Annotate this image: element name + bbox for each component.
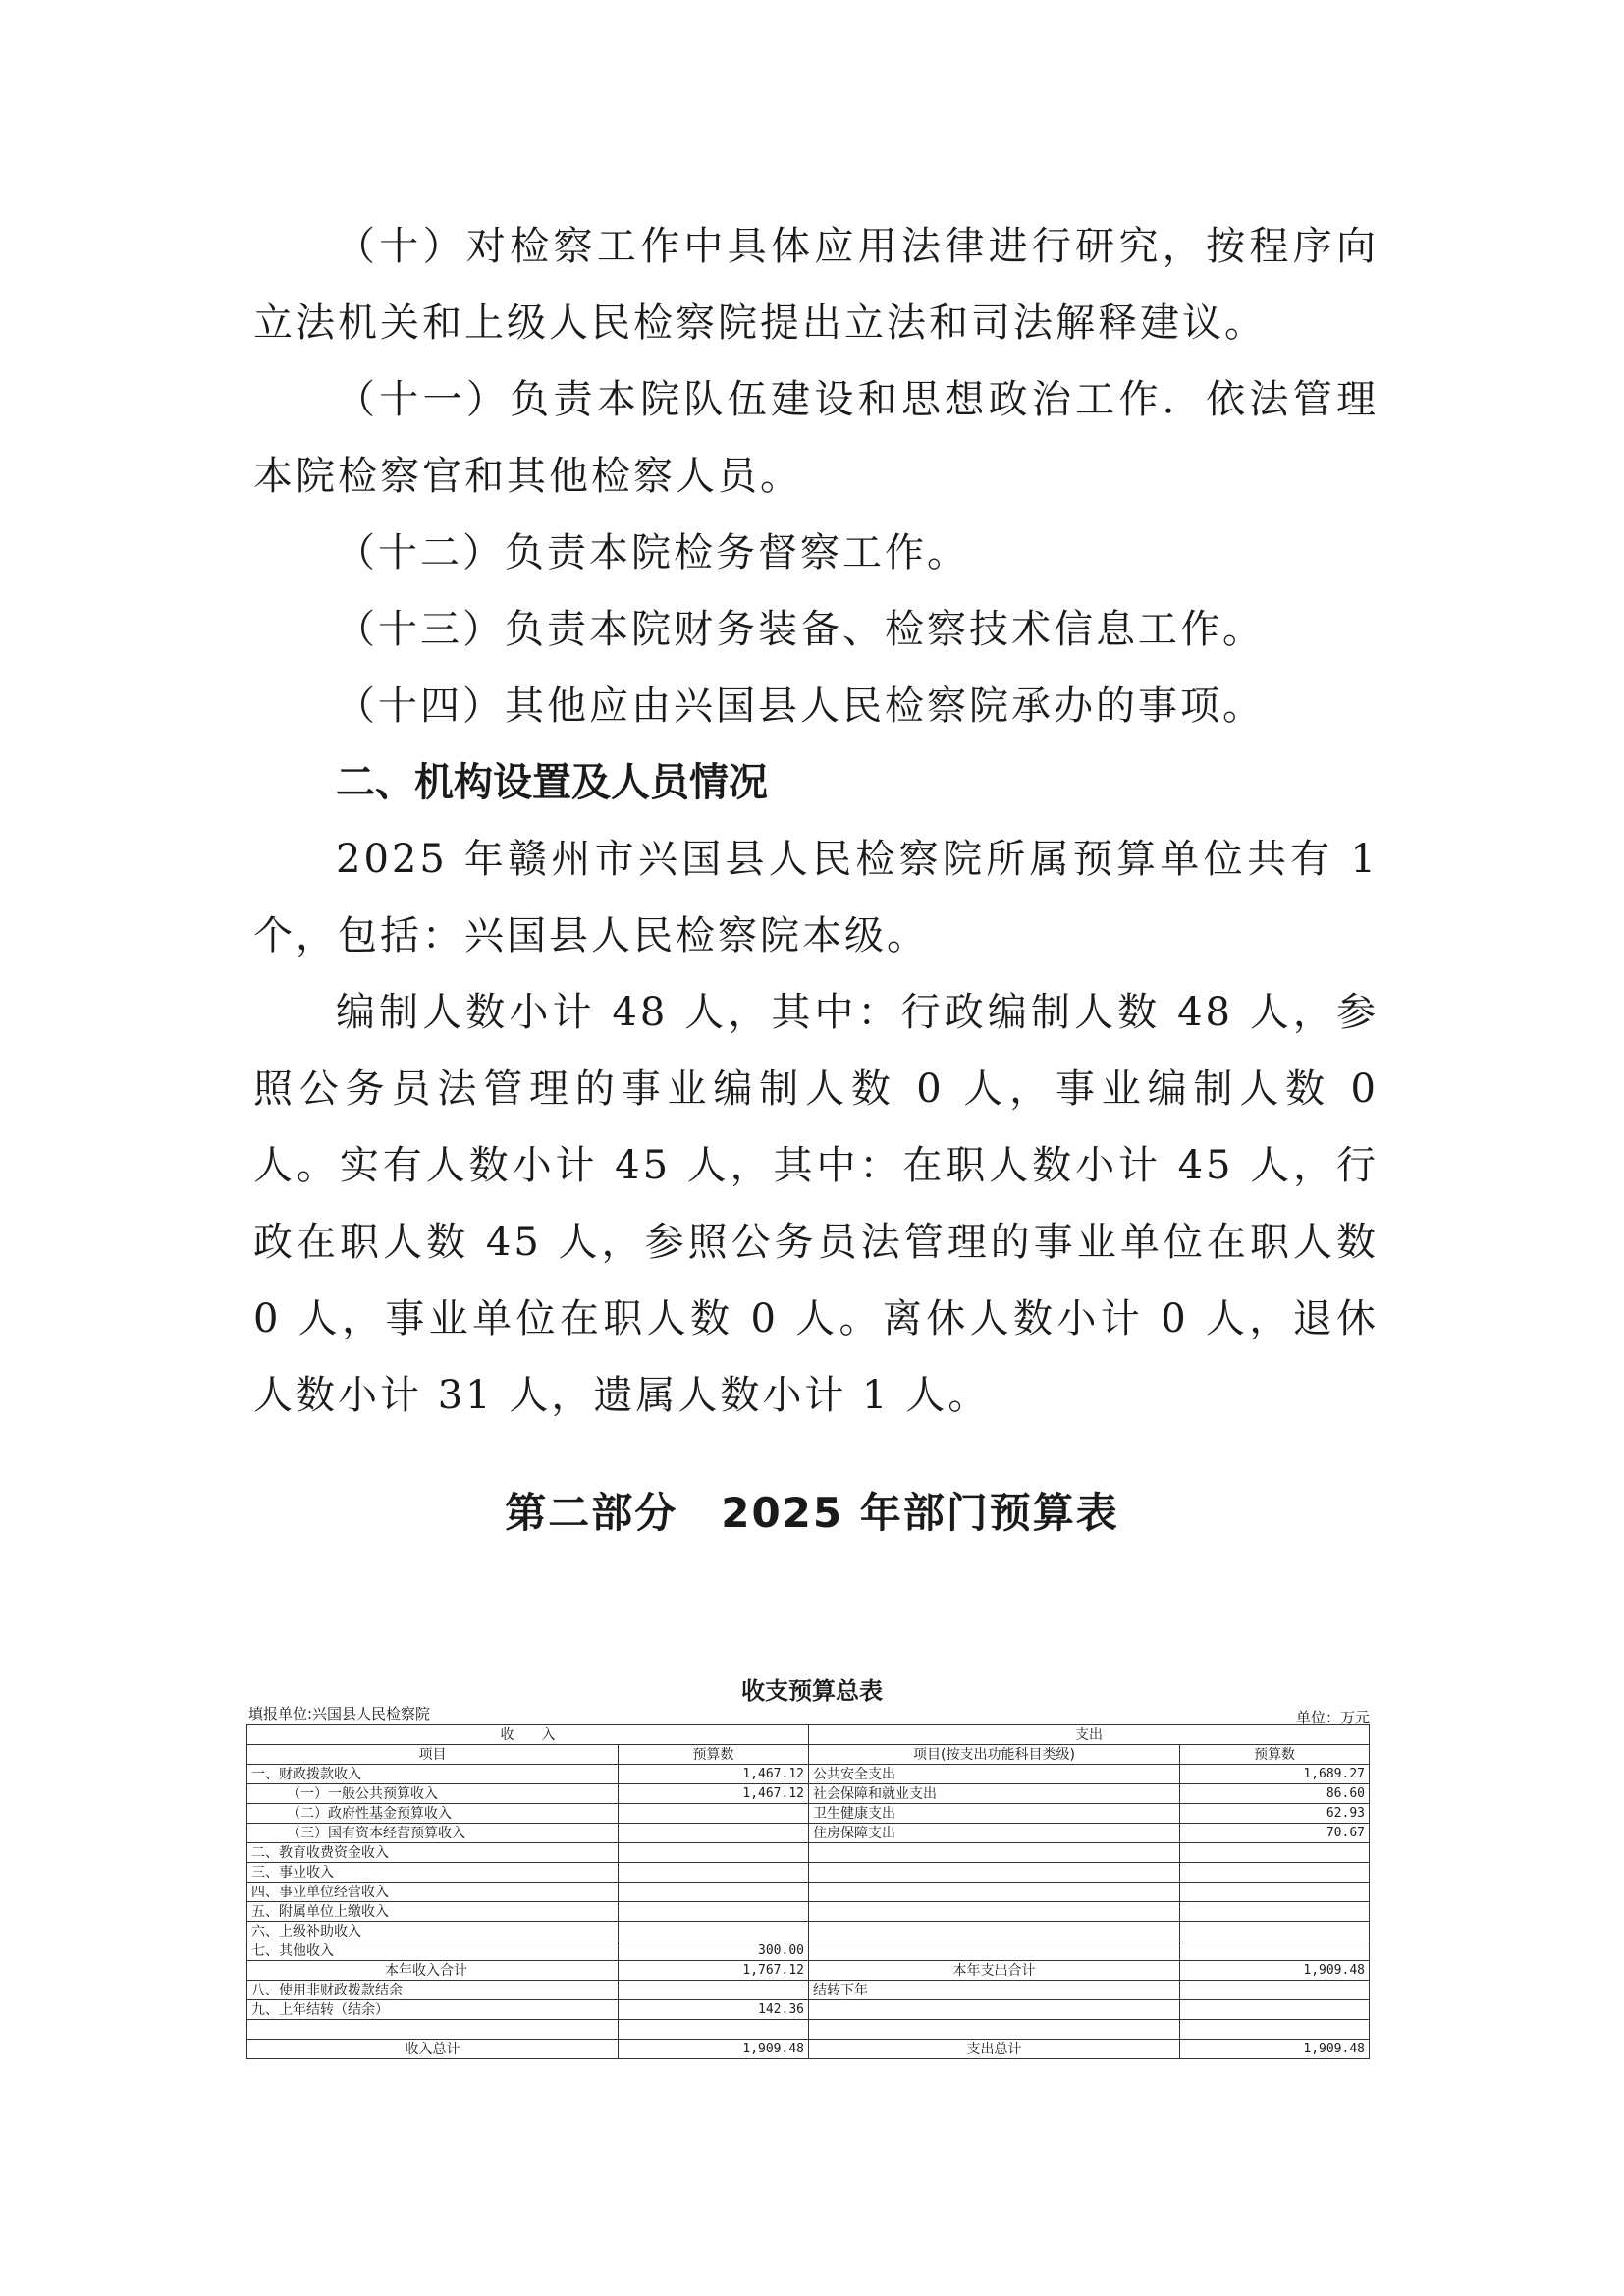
income-value: 300.00 (619, 1941, 809, 1961)
expense-value: 1,689.27 (1180, 1765, 1370, 1784)
total-expense-value: 1,909.48 (1180, 2040, 1370, 2059)
budget-summary-table (246, 1724, 1370, 2059)
income-value (619, 1922, 809, 1941)
carry-forward-value (1180, 1981, 1370, 2000)
expense-item (809, 1883, 1180, 1902)
income-item: （二）政府性基金预算收入 (247, 1804, 619, 1824)
expense-item (809, 2000, 1180, 2020)
expense-value (1180, 1843, 1370, 1863)
table-row (247, 1902, 1370, 1922)
expense-item: 卫生健康支出 (809, 1804, 1180, 1824)
expense-item (809, 1941, 1180, 1961)
table-row (247, 1883, 1370, 1902)
table-row (247, 1765, 1370, 1784)
table-row (247, 1922, 1370, 1941)
paragraph-item-11: （十一）负责本院队伍建设和思想政治工作．依法管理本院检察官和其他检察人员。 (253, 377, 1379, 499)
expense-item (809, 2020, 1180, 2040)
table-row-year-total (247, 1961, 1370, 1981)
income-value (619, 1824, 809, 1843)
income-item: 五、附属单位上缴收入 (247, 1902, 619, 1922)
table-row (247, 1843, 1370, 1863)
table-row (247, 1804, 1370, 1824)
income-item: （三）国有资本经营预算收入 (247, 1824, 619, 1843)
part-two-title: 第二部分 2025 年部门预算表 (505, 1489, 1119, 1537)
table-header-row (247, 1745, 1370, 1765)
non-fiscal-balance-value (619, 1981, 809, 2000)
paragraph-item-14: （十四）其他应由兴国县人民检察院承办的事项。 (336, 683, 1265, 729)
income-item: 二、教育收费资金收入 (247, 1843, 619, 1863)
table-row (247, 1784, 1370, 1804)
paragraph-staffing: 编制人数小计 48 人，其中：行政编制人数 48 人，参照公务员法管理的事业编制人数 0 人，事业编制人数 0 人。实有人数小计 45 人，其中：在职人数小计 45 人，行政在职人数 45 人，参照公务员法管理的事业单位在职人数 0 人，事业单位在职人数 0 人。离休人数小计 0 人，退休人数小计 31 人，遗属人数小计 1 人。 (253, 990, 1379, 1418)
income-item (247, 2020, 619, 2040)
expense-item (809, 1922, 1180, 1941)
expense-value (1180, 1922, 1370, 1941)
table-row (247, 1824, 1370, 1843)
expense-item (809, 1902, 1180, 1922)
income-item: 三、事业收入 (247, 1863, 619, 1883)
expense-value: 86.60 (1180, 1784, 1370, 1804)
col-header-expense-budget: 预算数 (1180, 1745, 1370, 1765)
unit-label: 单位：万元 (1296, 1709, 1371, 1726)
income-item: 一、财政拨款收入 (247, 1765, 619, 1784)
expense-value (1180, 1863, 1370, 1883)
income-value (619, 1883, 809, 1902)
income-value (619, 1902, 809, 1922)
expense-item (809, 1863, 1180, 1883)
paragraph-budget-units: 2025 年赣州市兴国县人民检察院所属预算单位共有 1 个，包括：兴国县人民检察院本级。 (253, 837, 1379, 958)
table-row (247, 2020, 1370, 2040)
total-income-value: 1,909.48 (619, 2040, 809, 2059)
income-item: 七、其他收入 (247, 1941, 619, 1961)
expense-value (1180, 2020, 1370, 2040)
expense-header: 支出 (809, 1725, 1370, 1745)
col-header-income-budget: 预算数 (619, 1745, 809, 1765)
prior-year-carryover-label: 九、上年结转（结余） (247, 2000, 619, 2020)
expense-value (1180, 1883, 1370, 1902)
income-item: 四、事业单位经营收入 (247, 1883, 619, 1902)
income-value: 1,467.12 (619, 1765, 809, 1784)
year-income-value: 1,767.12 (619, 1961, 809, 1981)
expense-item: 公共安全支出 (809, 1765, 1180, 1784)
table-row (247, 2000, 1370, 2020)
year-income-label: 本年收入合计 (247, 1961, 619, 1981)
table-title: 收支预算总表 (741, 1677, 883, 1705)
income-item: 六、上级补助收入 (247, 1922, 619, 1941)
total-income-label: 收入总计 (247, 2040, 619, 2059)
expense-item: 住房保障支出 (809, 1824, 1180, 1843)
income-value (619, 1843, 809, 1863)
carry-forward-label: 结转下年 (809, 1981, 1180, 2000)
paragraph-item-13: （十三）负责本院财务装备、检察技术信息工作。 (336, 607, 1265, 652)
table-row (247, 1941, 1370, 1961)
income-value (619, 1863, 809, 1883)
expense-value: 62.93 (1180, 1804, 1370, 1824)
expense-value (1180, 1941, 1370, 1961)
table-row-grand-total (247, 2040, 1370, 2059)
col-header-income-item: 项目 (247, 1745, 619, 1765)
expense-value (1180, 2000, 1370, 2020)
non-fiscal-balance-label: 八、使用非财政拨款结余 (247, 1981, 619, 2000)
section-heading-organization: 二、机构设置及人员情况 (336, 760, 768, 805)
expense-value: 70.67 (1180, 1824, 1370, 1843)
income-item: （一）一般公共预算收入 (247, 1784, 619, 1804)
paragraph-item-10: （十）对检察工作中具体应用法律进行研究，按程序向立法机关和上级人民检察院提出立法和司法解释建议。 (253, 224, 1379, 346)
paragraph-item-12: （十二）负责本院检务督察工作。 (336, 530, 969, 575)
total-expense-label: 支出总计 (809, 2040, 1180, 2059)
year-expense-label: 本年支出合计 (809, 1961, 1180, 1981)
income-value (619, 2020, 809, 2040)
expense-value (1180, 1902, 1370, 1922)
table-row (247, 1863, 1370, 1883)
expense-item: 社会保障和就业支出 (809, 1784, 1180, 1804)
income-value (619, 1804, 809, 1824)
fill-unit-label: 填报单位:兴国县人民检察院 (248, 1705, 431, 1722)
income-value: 1,467.12 (619, 1784, 809, 1804)
expense-item (809, 1843, 1180, 1863)
table-header-row-group (247, 1725, 1370, 1745)
prior-year-carryover-value: 142.36 (619, 2000, 809, 2020)
table-row (247, 1981, 1370, 2000)
year-expense-value: 1,909.48 (1180, 1961, 1370, 1981)
income-header: 收 入 (247, 1725, 809, 1745)
col-header-expense-item: 项目(按支出功能科目类级) (809, 1745, 1180, 1765)
